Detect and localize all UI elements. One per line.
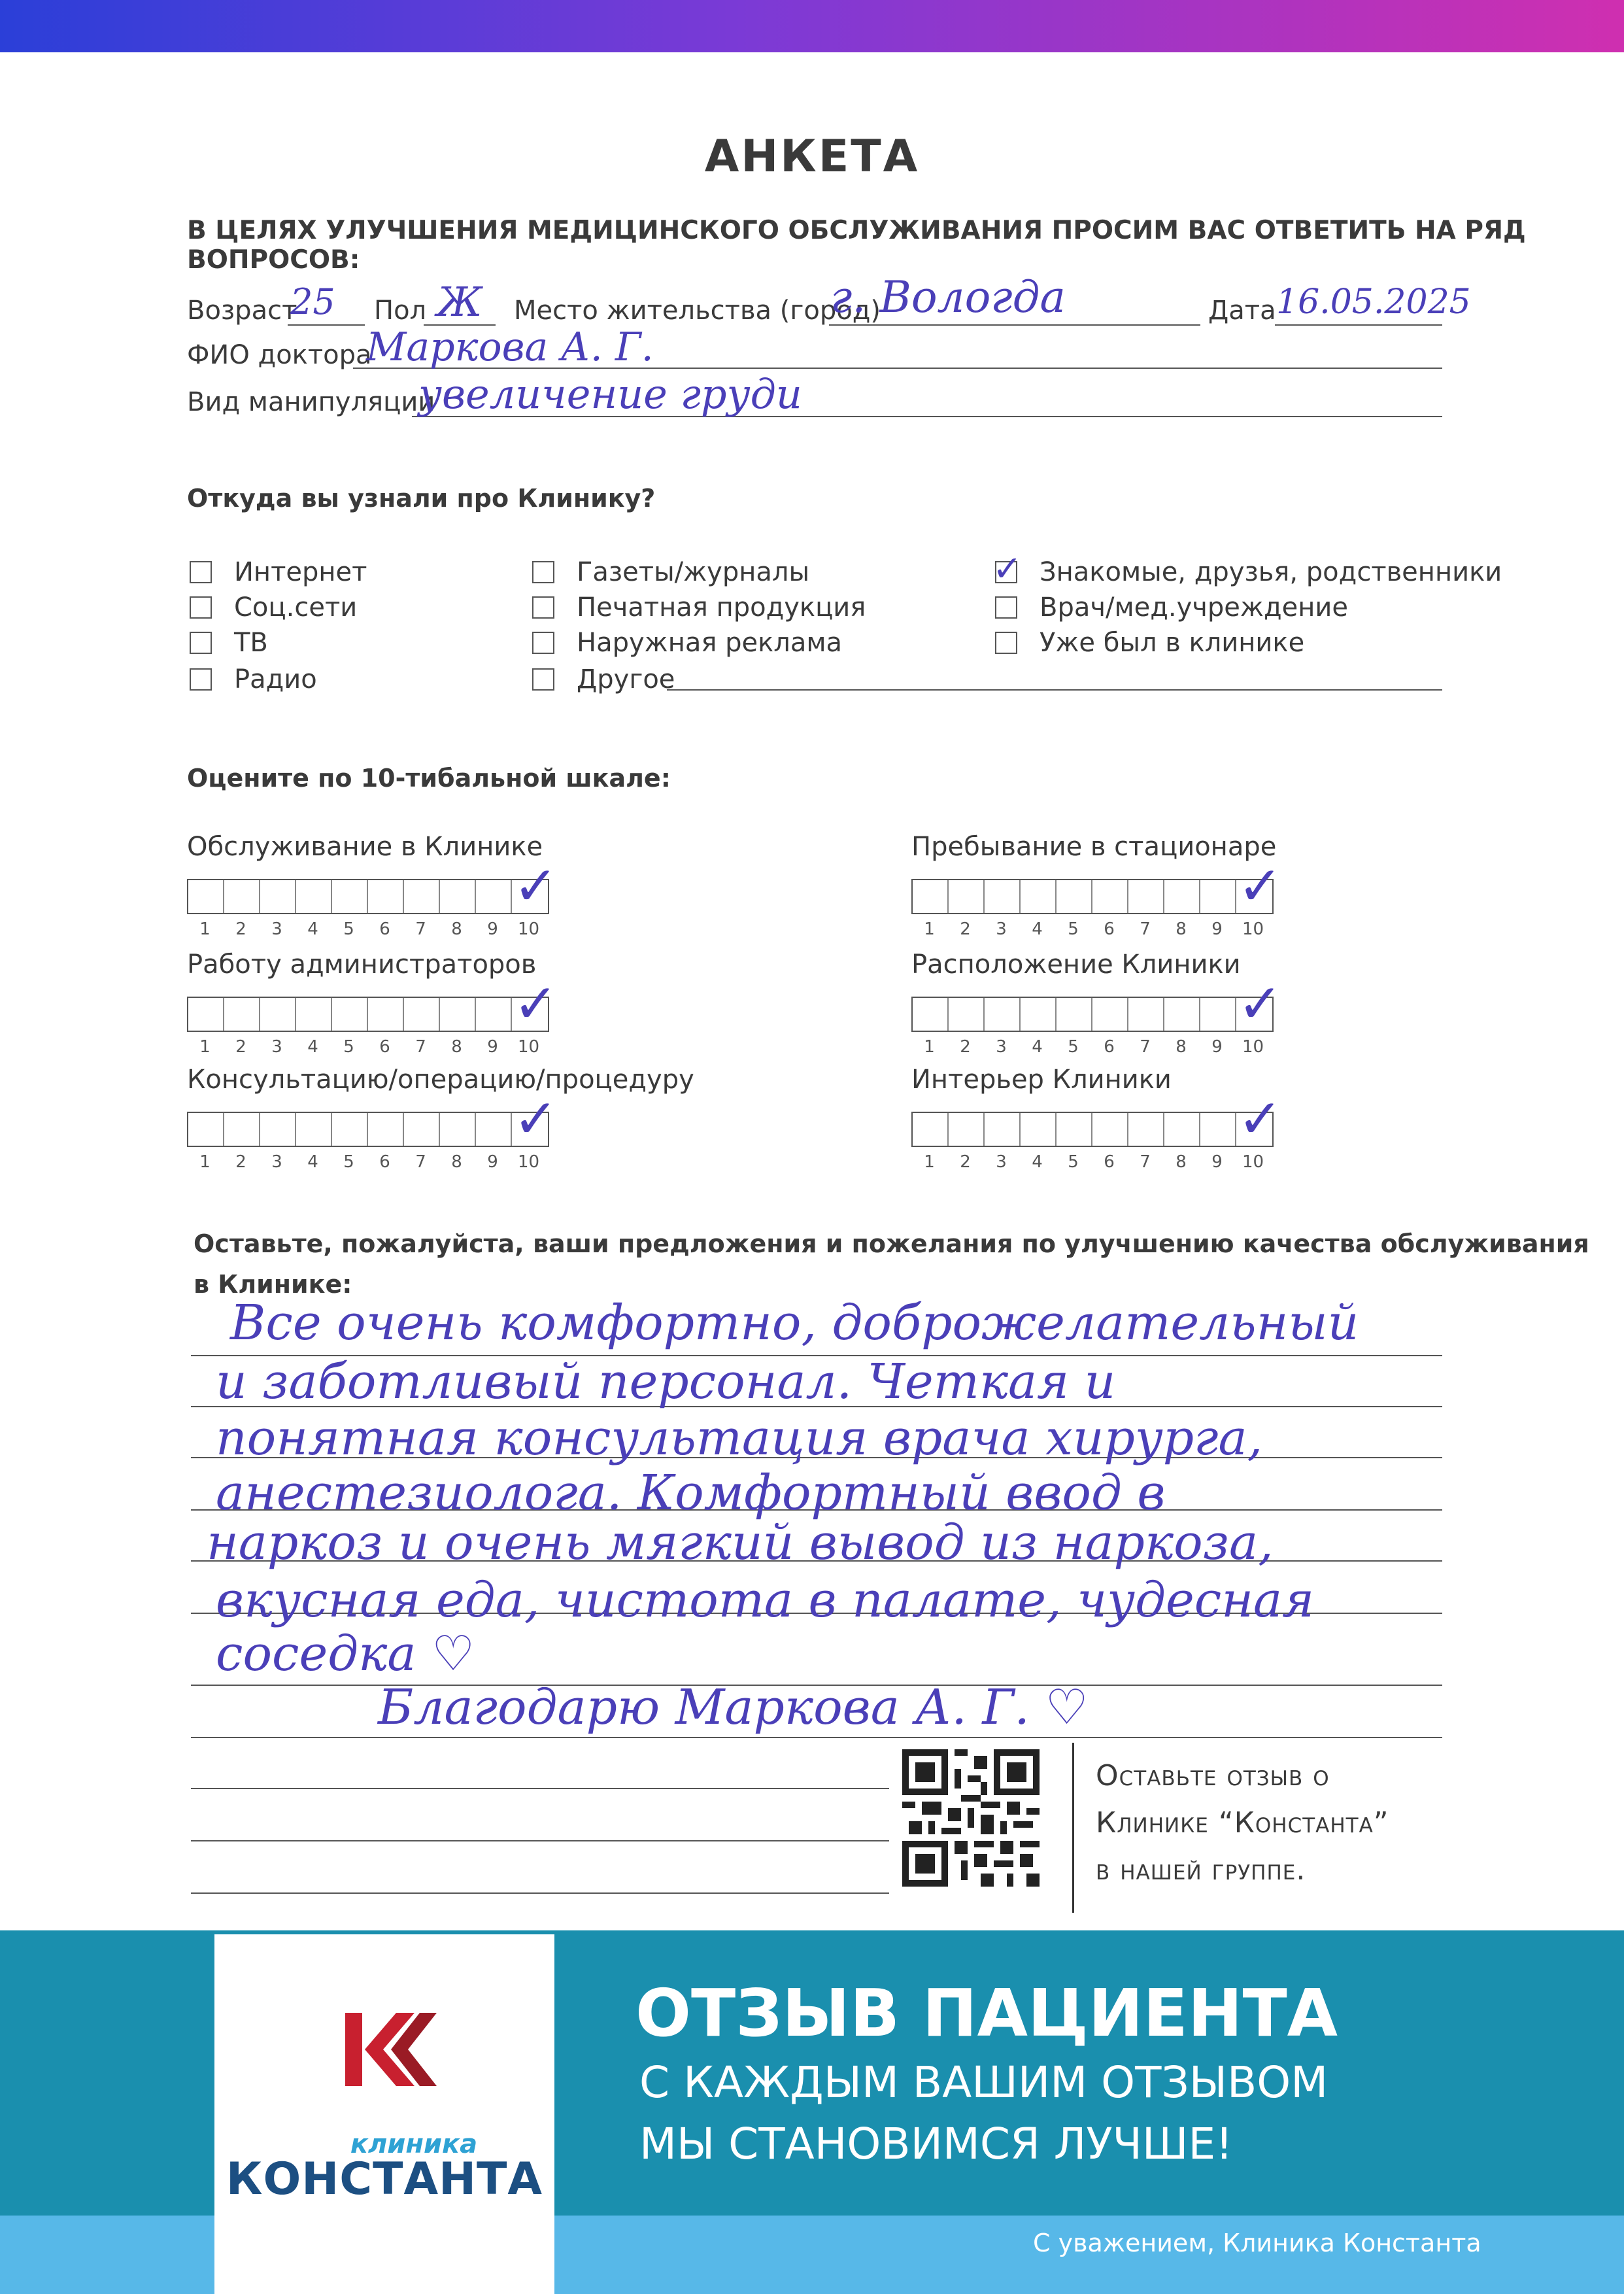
check-mark-icon: ✓ [513, 1088, 558, 1150]
rating-number: 8 [451, 919, 462, 939]
rating-box[interactable] [1128, 880, 1164, 913]
rating-box[interactable] [440, 1113, 476, 1146]
rating-number: 6 [379, 919, 390, 939]
checkbox[interactable] [995, 596, 1017, 619]
wish-rule [191, 1892, 889, 1894]
doctor-label: ФИО доктора [187, 340, 372, 370]
rating-box[interactable] [1164, 880, 1200, 913]
rating-box[interactable] [1200, 1113, 1236, 1146]
rating-number: 4 [1032, 919, 1043, 939]
rating-number: 6 [379, 1152, 390, 1172]
rating-number: 5 [343, 1152, 354, 1172]
logo-big-text: КОНСТАНТА [226, 2153, 543, 2205]
rating-number: 3 [271, 1037, 282, 1057]
rating-box[interactable] [296, 1113, 332, 1146]
rating-number: 3 [996, 1037, 1007, 1057]
qr-text-line1: Оставьте отзыв о [1096, 1759, 1330, 1792]
rating-number: 4 [307, 919, 318, 939]
date-value[interactable]: 16.05.2025 [1276, 282, 1471, 322]
rating-box[interactable] [332, 998, 368, 1031]
rating-box[interactable] [260, 880, 296, 913]
option-returning[interactable]: Уже был в клинике [995, 628, 1304, 658]
rating-box[interactable] [332, 880, 368, 913]
konstanta-logo-icon [345, 2013, 437, 2086]
checkbox[interactable] [190, 632, 212, 654]
rating-label: Консультацию/операцию/процедуру [187, 1065, 694, 1095]
option-tv[interactable]: ТВ [190, 628, 268, 658]
checkbox[interactable] [532, 561, 554, 583]
rating-label: Пребывание в стационаре [911, 832, 1277, 862]
option-print[interactable]: Печатная продукция [532, 592, 866, 623]
footer-signature: С уважением, Клиника Константа [1033, 2229, 1481, 2257]
option-friends[interactable]: ✓ Знакомые, друзья, родственники [992, 548, 1502, 589]
wish-text-line: Благодарю Маркова А. Г. ♡ [378, 1679, 1089, 1736]
rating-number: 9 [487, 1152, 498, 1172]
rating-box[interactable] [1021, 998, 1057, 1031]
footer-line2: МЫ СТАНОВИМСЯ ЛУЧШЕ! [639, 2119, 1233, 2169]
rating-number: 4 [307, 1152, 318, 1172]
rating-box[interactable] [368, 998, 404, 1031]
wish-rule [191, 1737, 1442, 1738]
rating-number: 2 [235, 919, 246, 939]
rating-box[interactable] [224, 880, 260, 913]
rating-number: 8 [1176, 1037, 1187, 1057]
rating-box[interactable] [1057, 880, 1092, 913]
wishes-title-line1: Оставьте, пожалуйста, ваши предложения и пожелания по улучшению качества обслуживания [194, 1229, 1589, 1258]
rating-box[interactable] [404, 998, 440, 1031]
wish-text-line: понятная консультация врача хирурга, [216, 1410, 1263, 1466]
rating-box[interactable] [440, 880, 476, 913]
rating-box[interactable] [1021, 880, 1057, 913]
check-mark-icon: ✓ [1238, 855, 1283, 917]
rating-box[interactable] [368, 1113, 404, 1146]
rating-box[interactable] [188, 998, 224, 1031]
rating-box[interactable] [296, 998, 332, 1031]
rating-number: 9 [1211, 919, 1223, 939]
rating-number: 10 [517, 919, 540, 939]
rating-number: 5 [343, 1037, 354, 1057]
rating-box[interactable] [296, 880, 332, 913]
rating-number: 7 [415, 919, 426, 939]
rating-box[interactable] [1128, 998, 1164, 1031]
option-outdoor[interactable]: Наружная реклама [532, 628, 842, 658]
checkbox-checked[interactable] [992, 548, 1023, 589]
rating-number: 8 [1176, 919, 1187, 939]
rating-box[interactable] [913, 998, 949, 1031]
age-line [288, 324, 365, 326]
qr-divider [1072, 1743, 1074, 1913]
rating-box[interactable] [260, 998, 296, 1031]
rating-number: 6 [1104, 919, 1115, 939]
rating-box[interactable] [1092, 1113, 1128, 1146]
date-label: Дата [1208, 296, 1276, 326]
rating-box[interactable] [1164, 998, 1200, 1031]
city-value[interactable]: г. Вологда [830, 272, 1066, 322]
check-mark-icon: ✓ [513, 973, 558, 1035]
age-label: Возраст [187, 296, 297, 326]
wish-rule [191, 1788, 889, 1789]
rating-number: 7 [415, 1037, 426, 1057]
checkbox[interactable] [190, 596, 212, 619]
check-mark-icon: ✓ [513, 855, 558, 917]
top-gradient-bar [0, 0, 1624, 52]
rating-number: 8 [451, 1152, 462, 1172]
logo-small-text: клиника [350, 2129, 478, 2159]
qr-code-icon[interactable] [902, 1749, 1040, 1887]
rating-box[interactable] [1200, 880, 1236, 913]
rating-box[interactable] [260, 1113, 296, 1146]
rating-number: 3 [271, 1152, 282, 1172]
wish-text-line: и заботливый персонал. Четкая и [216, 1354, 1116, 1410]
rating-label: Обслуживание в Клинике [187, 832, 543, 862]
rating-number: 2 [960, 1152, 971, 1172]
wish-text-line: наркоз и очень мягкий вывод из наркоза, [207, 1515, 1274, 1571]
rating-number: 1 [199, 919, 211, 939]
rating-boxes[interactable] [187, 879, 549, 914]
checkbox[interactable] [190, 561, 212, 583]
rating-box[interactable] [224, 998, 260, 1031]
rating-box[interactable] [913, 880, 949, 913]
rating-box[interactable] [404, 880, 440, 913]
procedure-label: Вид манипуляции [187, 387, 435, 417]
procedure-value[interactable]: увеличение груди [418, 370, 802, 418]
rating-number: 8 [1176, 1152, 1187, 1172]
rating-number: 3 [271, 919, 282, 939]
rating-number: 10 [517, 1152, 540, 1172]
sex-value[interactable]: Ж [437, 278, 482, 326]
rating-number: 7 [1140, 1037, 1151, 1057]
checkbox[interactable] [532, 668, 554, 691]
rating-box[interactable] [949, 1113, 985, 1146]
rating-box[interactable] [188, 880, 224, 913]
wish-text-line: Все очень комфортно, доброжелательный [230, 1295, 1359, 1351]
rating-box[interactable] [224, 1113, 260, 1146]
rating-boxes[interactable] [911, 1112, 1274, 1147]
rating-box[interactable] [985, 1113, 1021, 1146]
rating-boxes[interactable] [187, 1112, 549, 1147]
source-question: Откуда вы узнали про Клинику? [187, 484, 656, 513]
wish-text-line: соседка ♡ [216, 1626, 475, 1682]
option-radio[interactable]: Радио [190, 664, 317, 694]
rating-number: 9 [487, 1037, 498, 1057]
logo-card [214, 1934, 554, 2294]
rating-number: 10 [1242, 1037, 1264, 1057]
sex-label: Пол [374, 296, 427, 326]
option-doctor[interactable]: Врач/мед.учреждение [995, 592, 1348, 623]
checkbox[interactable] [190, 668, 212, 691]
rating-number: 1 [199, 1152, 211, 1172]
rating-box[interactable] [1128, 1113, 1164, 1146]
rating-number: 9 [487, 919, 498, 939]
rating-box[interactable] [1057, 1113, 1092, 1146]
rating-boxes[interactable] [187, 997, 549, 1032]
form-title: АНКЕТА [704, 131, 920, 182]
rating-number: 5 [1068, 919, 1079, 939]
option-internet[interactable]: Интернет [190, 557, 367, 587]
rating-box[interactable] [985, 880, 1021, 913]
doctor-value[interactable]: Марковa А. Г. [366, 324, 654, 370]
qr-text-line2: Клинике “Константа” [1096, 1806, 1389, 1840]
rating-number: 10 [1242, 919, 1264, 939]
rating-number: 5 [343, 919, 354, 939]
rating-number: 4 [307, 1037, 318, 1057]
rating-number: 6 [379, 1037, 390, 1057]
rating-box[interactable] [1092, 880, 1128, 913]
check-mark-icon: ✓ [992, 548, 1023, 589]
rating-box[interactable] [913, 1113, 949, 1146]
checkbox[interactable] [995, 632, 1017, 654]
wish-rule [191, 1840, 889, 1841]
city-line [829, 324, 1200, 326]
rating-number: 1 [924, 919, 935, 939]
rating-box[interactable] [368, 880, 404, 913]
rating-number: 5 [1068, 1152, 1079, 1172]
rating-number: 1 [924, 1037, 935, 1057]
wish-text-line: вкусная еда, чистота в палате, чудесная [216, 1572, 1315, 1628]
rating-number: 2 [960, 919, 971, 939]
rating-boxes[interactable] [911, 879, 1274, 914]
wishes-title-line2: в Клинике: [194, 1270, 352, 1299]
rating-number: 2 [235, 1152, 246, 1172]
rating-label: Работу администраторов [187, 950, 537, 980]
rating-box[interactable] [440, 998, 476, 1031]
rating-box[interactable] [985, 998, 1021, 1031]
rating-box[interactable] [1021, 1113, 1057, 1146]
checkbox[interactable] [532, 596, 554, 619]
rating-number: 3 [996, 1152, 1007, 1172]
checkbox[interactable] [532, 632, 554, 654]
rating-number: 1 [924, 1152, 935, 1172]
rating-number: 10 [1242, 1152, 1264, 1172]
rating-box[interactable] [1164, 1113, 1200, 1146]
rating-number: 5 [1068, 1037, 1079, 1057]
rating-number: 7 [1140, 919, 1151, 939]
rating-number: 6 [1104, 1152, 1115, 1172]
rating-number: 4 [1032, 1152, 1043, 1172]
rating-number: 2 [235, 1037, 246, 1057]
rating-box[interactable] [1200, 998, 1236, 1031]
rating-number: 8 [451, 1037, 462, 1057]
rating-number: 7 [1140, 1152, 1151, 1172]
rating-title: Оцените по 10-тибальной шкале: [187, 764, 671, 793]
rating-number: 7 [415, 1152, 426, 1172]
footer-line1: С КАЖДЫМ ВАШИМ ОТЗЫВОМ [639, 2057, 1328, 2108]
rating-number: 3 [996, 919, 1007, 939]
rating-number: 9 [1211, 1152, 1223, 1172]
other-line [667, 689, 1442, 691]
check-mark-icon: ✓ [1238, 1088, 1283, 1150]
wish-text-line: анестезиолога. Комфортный ввод в [216, 1465, 1166, 1521]
rating-number: 1 [199, 1037, 211, 1057]
rating-box[interactable] [476, 998, 512, 1031]
rating-box[interactable] [1092, 998, 1128, 1031]
option-social[interactable]: Соц.сети [190, 592, 357, 623]
rating-box[interactable] [476, 880, 512, 913]
rating-label: Расположение Клиники [911, 950, 1241, 980]
rating-box[interactable] [949, 998, 985, 1031]
form-subtitle: В ЦЕЛЯХ УЛУЧШЕНИЯ МЕДИЦИНСКОГО ОБСЛУЖИВАНИЯ ПРОСИМ ВАС ОТВЕТИТЬ НА РЯД ВОПРОСОВ: [187, 216, 1526, 275]
rating-box[interactable] [404, 1113, 440, 1146]
rating-number: 6 [1104, 1037, 1115, 1057]
rating-box[interactable] [332, 1113, 368, 1146]
rating-label: Интерьер Клиники [911, 1065, 1172, 1095]
option-other[interactable]: Другое [532, 664, 675, 694]
rating-boxes[interactable] [911, 997, 1274, 1032]
age-value[interactable]: 25 [290, 281, 335, 322]
rating-number: 2 [960, 1037, 971, 1057]
rating-box[interactable] [1057, 998, 1092, 1031]
city-label: Место жительства (город) [514, 296, 881, 326]
footer-title: ОТЗЫВ ПАЦИЕНТА [635, 1975, 1338, 2051]
check-mark-icon: ✓ [1238, 973, 1283, 1035]
rating-number: 9 [1211, 1037, 1223, 1057]
date-line [1275, 324, 1442, 326]
qr-text-line3: в нашей группе. [1096, 1853, 1306, 1887]
rating-box[interactable] [188, 1113, 224, 1146]
rating-number: 4 [1032, 1037, 1043, 1057]
option-newspapers[interactable]: Газеты/журналы [532, 557, 809, 587]
rating-box[interactable] [476, 1113, 512, 1146]
rating-box[interactable] [949, 880, 985, 913]
rating-number: 10 [517, 1037, 540, 1057]
